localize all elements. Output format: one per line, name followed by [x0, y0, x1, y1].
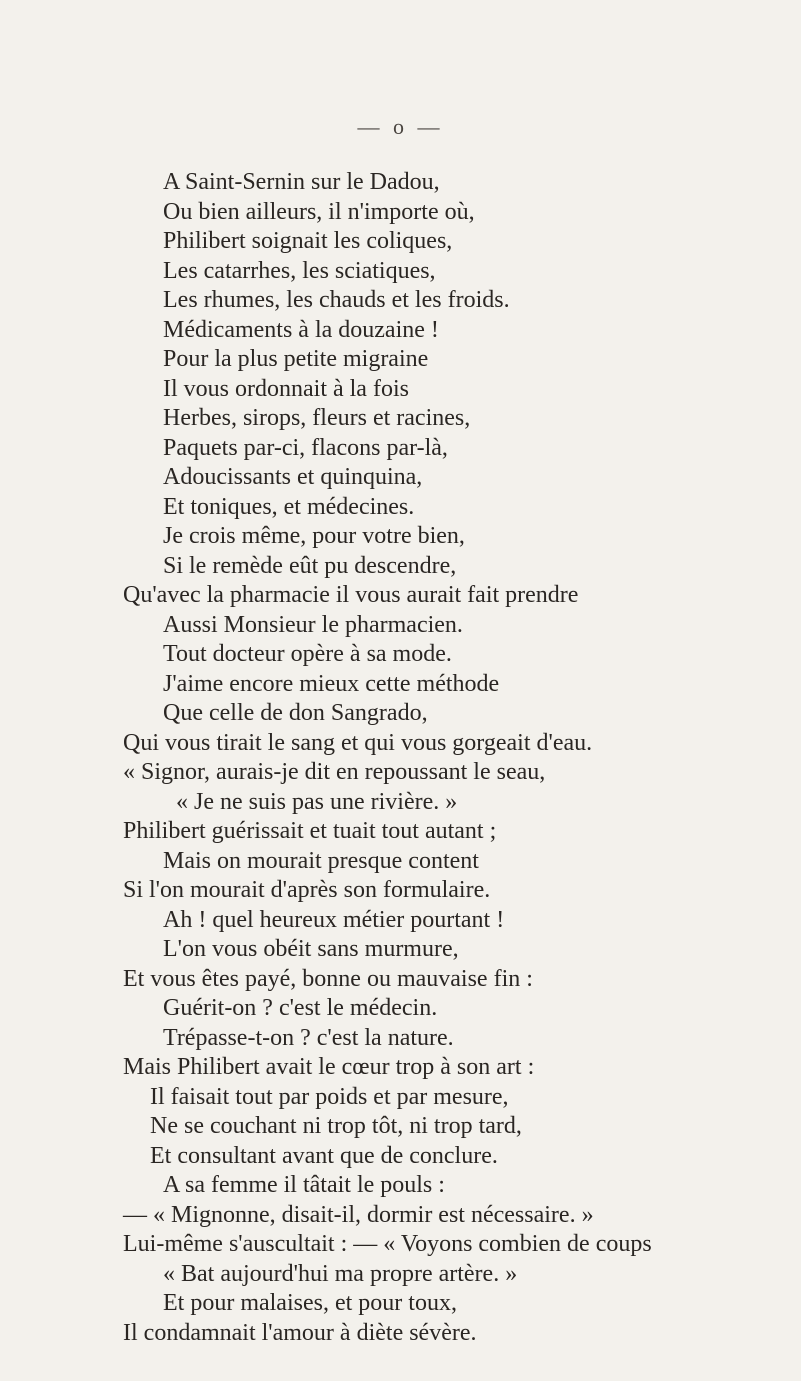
poem-line-text: Je crois même, pour votre bien, [163, 523, 465, 549]
poem-line-text: — « Mignonne, disait-il, dormir est nécessaire. » [123, 1201, 594, 1228]
poem-line-text: Ne se couchant ni trop tôt, ni trop tard, [150, 1113, 522, 1139]
poem-line [0, 935, 801, 965]
poem-line-text: Il condamnait l'amour à diète sévère. [123, 1319, 477, 1346]
poem-line-text: A sa femme il tâtait le pouls : [163, 1172, 445, 1198]
poem-line-text: « Signor, aurais-je dit en repoussant le seau, [123, 759, 546, 785]
poem-line-text: J'aime encore mieux cette méthode [163, 670, 500, 697]
poem-line [0, 493, 801, 523]
poem-line [0, 758, 801, 788]
poem-line [0, 1053, 801, 1083]
poem-line-text: Si l'on mourait d'après son formulaire. [123, 877, 491, 903]
poem-line-text: Et vous êtes payé, bonne ou mauvaise fin : [123, 965, 533, 992]
poem-line-text: Adoucissants et quinquina, [163, 464, 423, 490]
poem-line-text: « Bat aujourd'hui ma propre artère. » [163, 1260, 518, 1287]
poem-line-text: L'on vous obéit sans murmure, [163, 936, 459, 962]
poem-line [0, 434, 801, 464]
poem-line [0, 965, 801, 995]
poem-line-text: Guérit-on ? c'est le médecin. [163, 995, 438, 1021]
poem-line [0, 670, 801, 700]
poem-line [0, 316, 801, 346]
poem-line [0, 1319, 801, 1349]
poem-line [0, 1201, 801, 1231]
poem-line-text: Qui vous tirait le sang et qui vous gorgeait d'eau. [123, 729, 593, 756]
poem-line [0, 847, 801, 877]
poem-line-text: Il vous ordonnait à la fois [163, 375, 409, 402]
page-number: — o — [357, 114, 444, 139]
poem-line [0, 227, 801, 257]
poem-line-text: Que celle de don Sangrado, [163, 700, 428, 726]
poem-line-text: Il faisait tout par poids et par mesure, [150, 1083, 509, 1110]
poem-line [0, 788, 801, 818]
poem-line [0, 522, 801, 552]
poem-line-text: Herbes, sirops, fleurs et racines, [163, 405, 471, 431]
poem-line-text: Aussi Monsieur le pharmacien. [163, 611, 463, 638]
poem-line [0, 404, 801, 434]
poem-line-text: Mais on mourait presque content [163, 847, 479, 874]
poem-line [0, 876, 801, 906]
poem-line-text: Philibert soignait les coliques, [163, 228, 453, 254]
poem-line [0, 552, 801, 582]
poem-line-text: « Je ne suis pas une rivière. » [176, 788, 458, 815]
poem-line-text: Et consultant avant que de conclure. [150, 1142, 498, 1169]
poem-line [0, 345, 801, 375]
poem-line [0, 1230, 801, 1260]
poem-line-text: Lui-même s'auscultait : — « Voyons combien de coups [123, 1231, 652, 1257]
poem-line-text: A Saint-Sernin sur le Dadou, [163, 169, 440, 195]
poem-line [0, 817, 801, 847]
poem-line [0, 1289, 801, 1319]
poem-line [0, 257, 801, 287]
poem-line [0, 699, 801, 729]
poem-line-text: Qu'avec la pharmacie il vous aurait fait prendre [123, 582, 579, 608]
poem-line-text: Tout docteur opère à sa mode. [163, 641, 452, 667]
poem-line [0, 994, 801, 1024]
poem-line-text: Et pour malaises, et pour toux, [163, 1290, 457, 1316]
poem-line-text: Les rhumes, les chauds et les froids. [163, 287, 510, 313]
poem-line-text: Et toniques, et médecines. [163, 493, 415, 520]
poem-line-text: Trépasse-t-on ? c'est la nature. [163, 1024, 454, 1051]
poem-line-text: Philibert guérissait et tuait tout autant ; [123, 818, 497, 844]
poem-line [0, 1142, 801, 1172]
poem-line-text: Médicaments à la douzaine ! [163, 316, 439, 343]
poem-line [0, 581, 801, 611]
poem-line-text: Pour la plus petite migraine [163, 346, 429, 372]
poem-line-text: Les catarrhes, les sciatiques, [163, 257, 436, 284]
poem-line [0, 729, 801, 759]
poem-line [0, 1024, 801, 1054]
poem-line [0, 1112, 801, 1142]
poem-line-text: Si le remède eût pu descendre, [163, 552, 457, 579]
poem-line [0, 1083, 801, 1113]
poem-line [0, 375, 801, 405]
poem-line-text: Ah ! quel heureux métier pourtant ! [163, 906, 505, 933]
poem-line [0, 640, 801, 670]
poem-line [0, 463, 801, 493]
poem-line [0, 168, 801, 198]
poem-line [0, 1171, 801, 1201]
poem-line-text: Mais Philibert avait le cœur trop à son art : [123, 1054, 535, 1080]
poem-line [0, 906, 801, 936]
poem-line-text: Paquets par-ci, flacons par-là, [163, 434, 448, 461]
poem-line [0, 198, 801, 228]
poem [0, 168, 801, 1348]
poem-line [0, 611, 801, 641]
poem-line [0, 1260, 801, 1290]
poem-line-text: Ou bien ailleurs, il n'importe où, [163, 198, 475, 225]
poem-line [0, 286, 801, 316]
